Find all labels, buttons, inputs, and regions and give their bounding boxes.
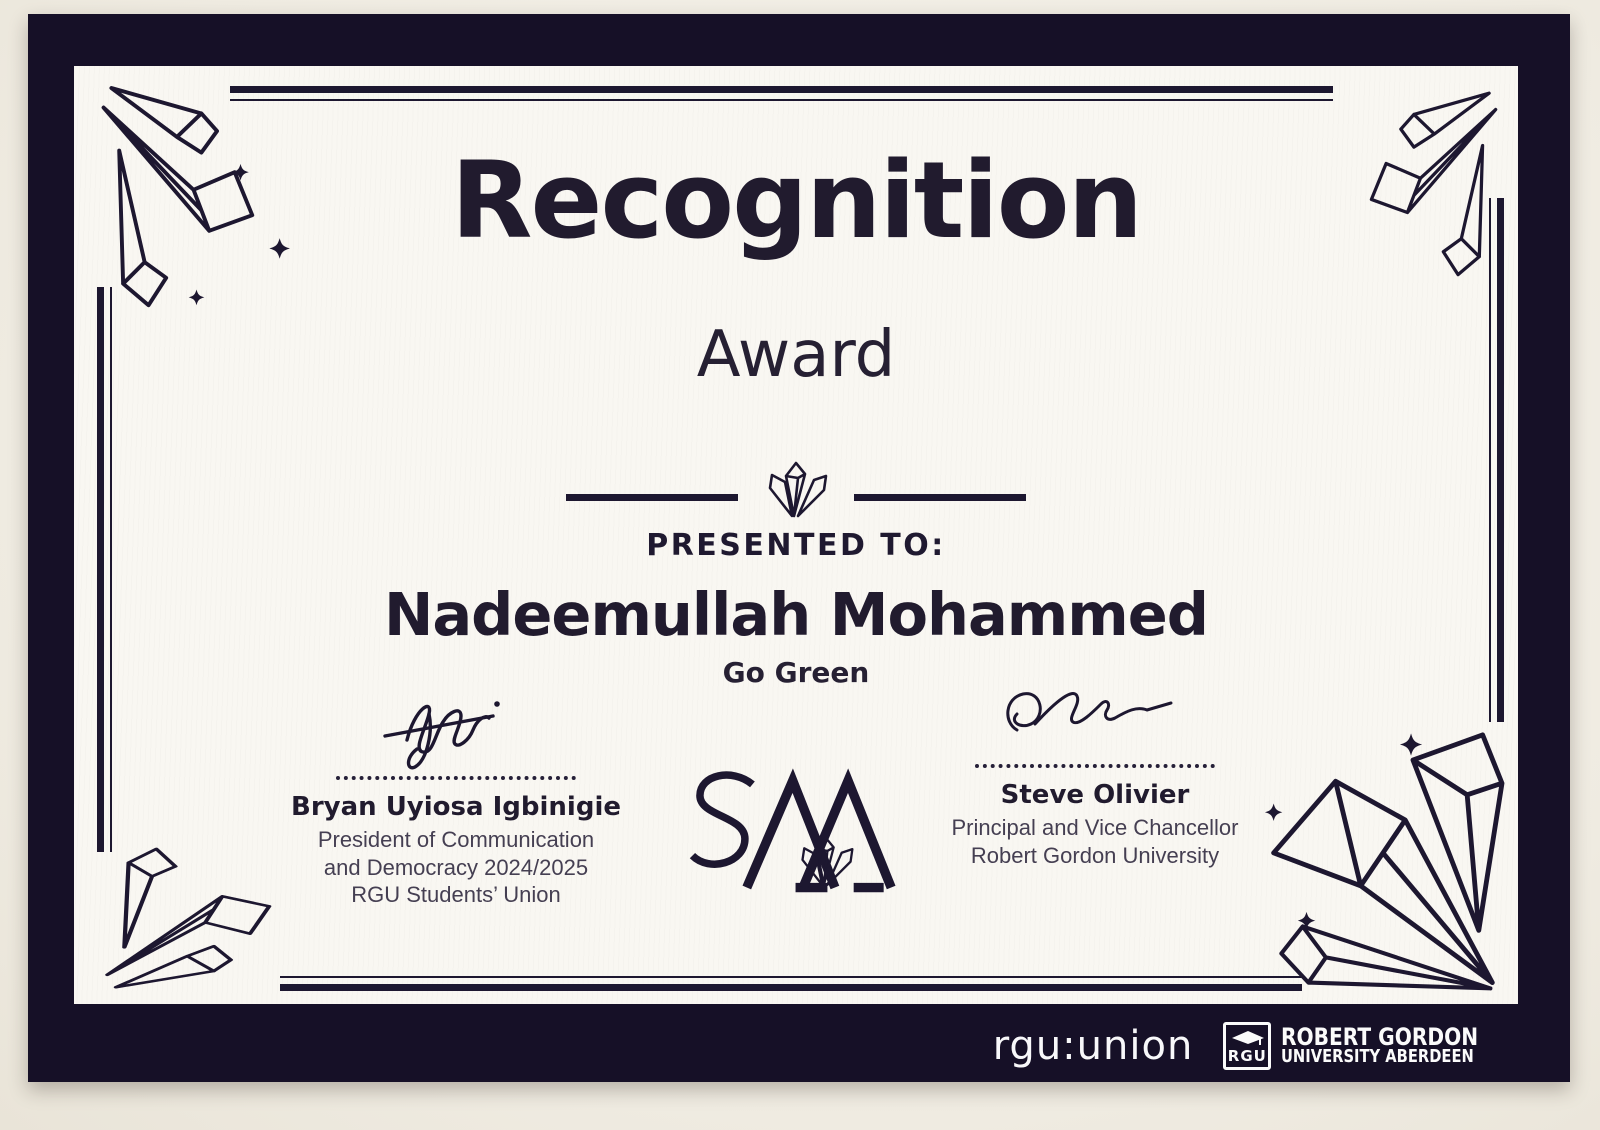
footer-brand-row — [993, 1022, 1516, 1070]
inner-border-bottom-thick — [280, 984, 1302, 991]
award-category: Go Green — [722, 656, 870, 689]
signatory-role-left-line2: and Democracy 2024/2025 — [323, 854, 589, 880]
signatory-org-right: Robert Gordon University — [970, 842, 1220, 868]
rgu-union-wordmark: rgu:union — [992, 1023, 1194, 1069]
certificate-title: Recognition — [450, 139, 1142, 262]
rgu-abbr-label: RGU — [1227, 1047, 1267, 1065]
gem-cluster-icon — [758, 458, 834, 522]
signature-left-image — [371, 688, 541, 770]
mortarboard-icon — [1229, 1029, 1267, 1047]
signatory-name-right: Steve Olivier — [1000, 780, 1190, 810]
certificate-card — [74, 66, 1518, 1004]
recipient-name: Nadeemullah Mohammed — [383, 580, 1209, 649]
university-logo-lockup — [1223, 1022, 1516, 1070]
signatory-role-right-line1: Principal and Vice Chancellor — [951, 815, 1239, 840]
signatory-block-right — [925, 678, 1265, 869]
university-name-line2: UNIVERSITY ABERDEEN — [1281, 1047, 1475, 1068]
crystal-decoration-top-left-icon — [84, 74, 309, 329]
inner-border-left-thick — [97, 287, 104, 852]
signatory-block-left — [286, 688, 626, 909]
presented-to-label: PRESENTED TO: — [646, 528, 946, 563]
university-name-line1: ROBERT GORDON — [1281, 1022, 1479, 1051]
crystal-decoration-bottom-right-icon — [1246, 700, 1518, 1000]
signatory-org-left: RGU Students’ Union — [351, 882, 561, 907]
inner-border-top-thin — [230, 99, 1333, 101]
signature-right-image — [995, 678, 1195, 758]
divider-line-right — [854, 494, 1026, 501]
student-awards-saa-logo — [687, 766, 897, 904]
rgu-logo-badge — [1223, 1022, 1271, 1070]
university-name — [1281, 1022, 1516, 1068]
certificate-frame — [28, 14, 1570, 1082]
gem-divider — [566, 458, 1026, 522]
inner-border-bottom-thin — [280, 976, 1302, 978]
inner-border-left-thin — [110, 287, 112, 852]
certificate-subtitle: Award — [696, 318, 896, 392]
signature-line-right — [975, 764, 1215, 768]
signature-line-left — [336, 776, 576, 780]
divider-line-left — [566, 494, 738, 501]
signatory-role-left-line1: President of Communication — [317, 827, 595, 852]
inner-border-top-thick — [230, 86, 1333, 93]
crystal-decoration-top-right-icon — [1324, 78, 1512, 298]
signatory-name-left: Bryan Uyiosa Igbinigie — [291, 792, 621, 822]
